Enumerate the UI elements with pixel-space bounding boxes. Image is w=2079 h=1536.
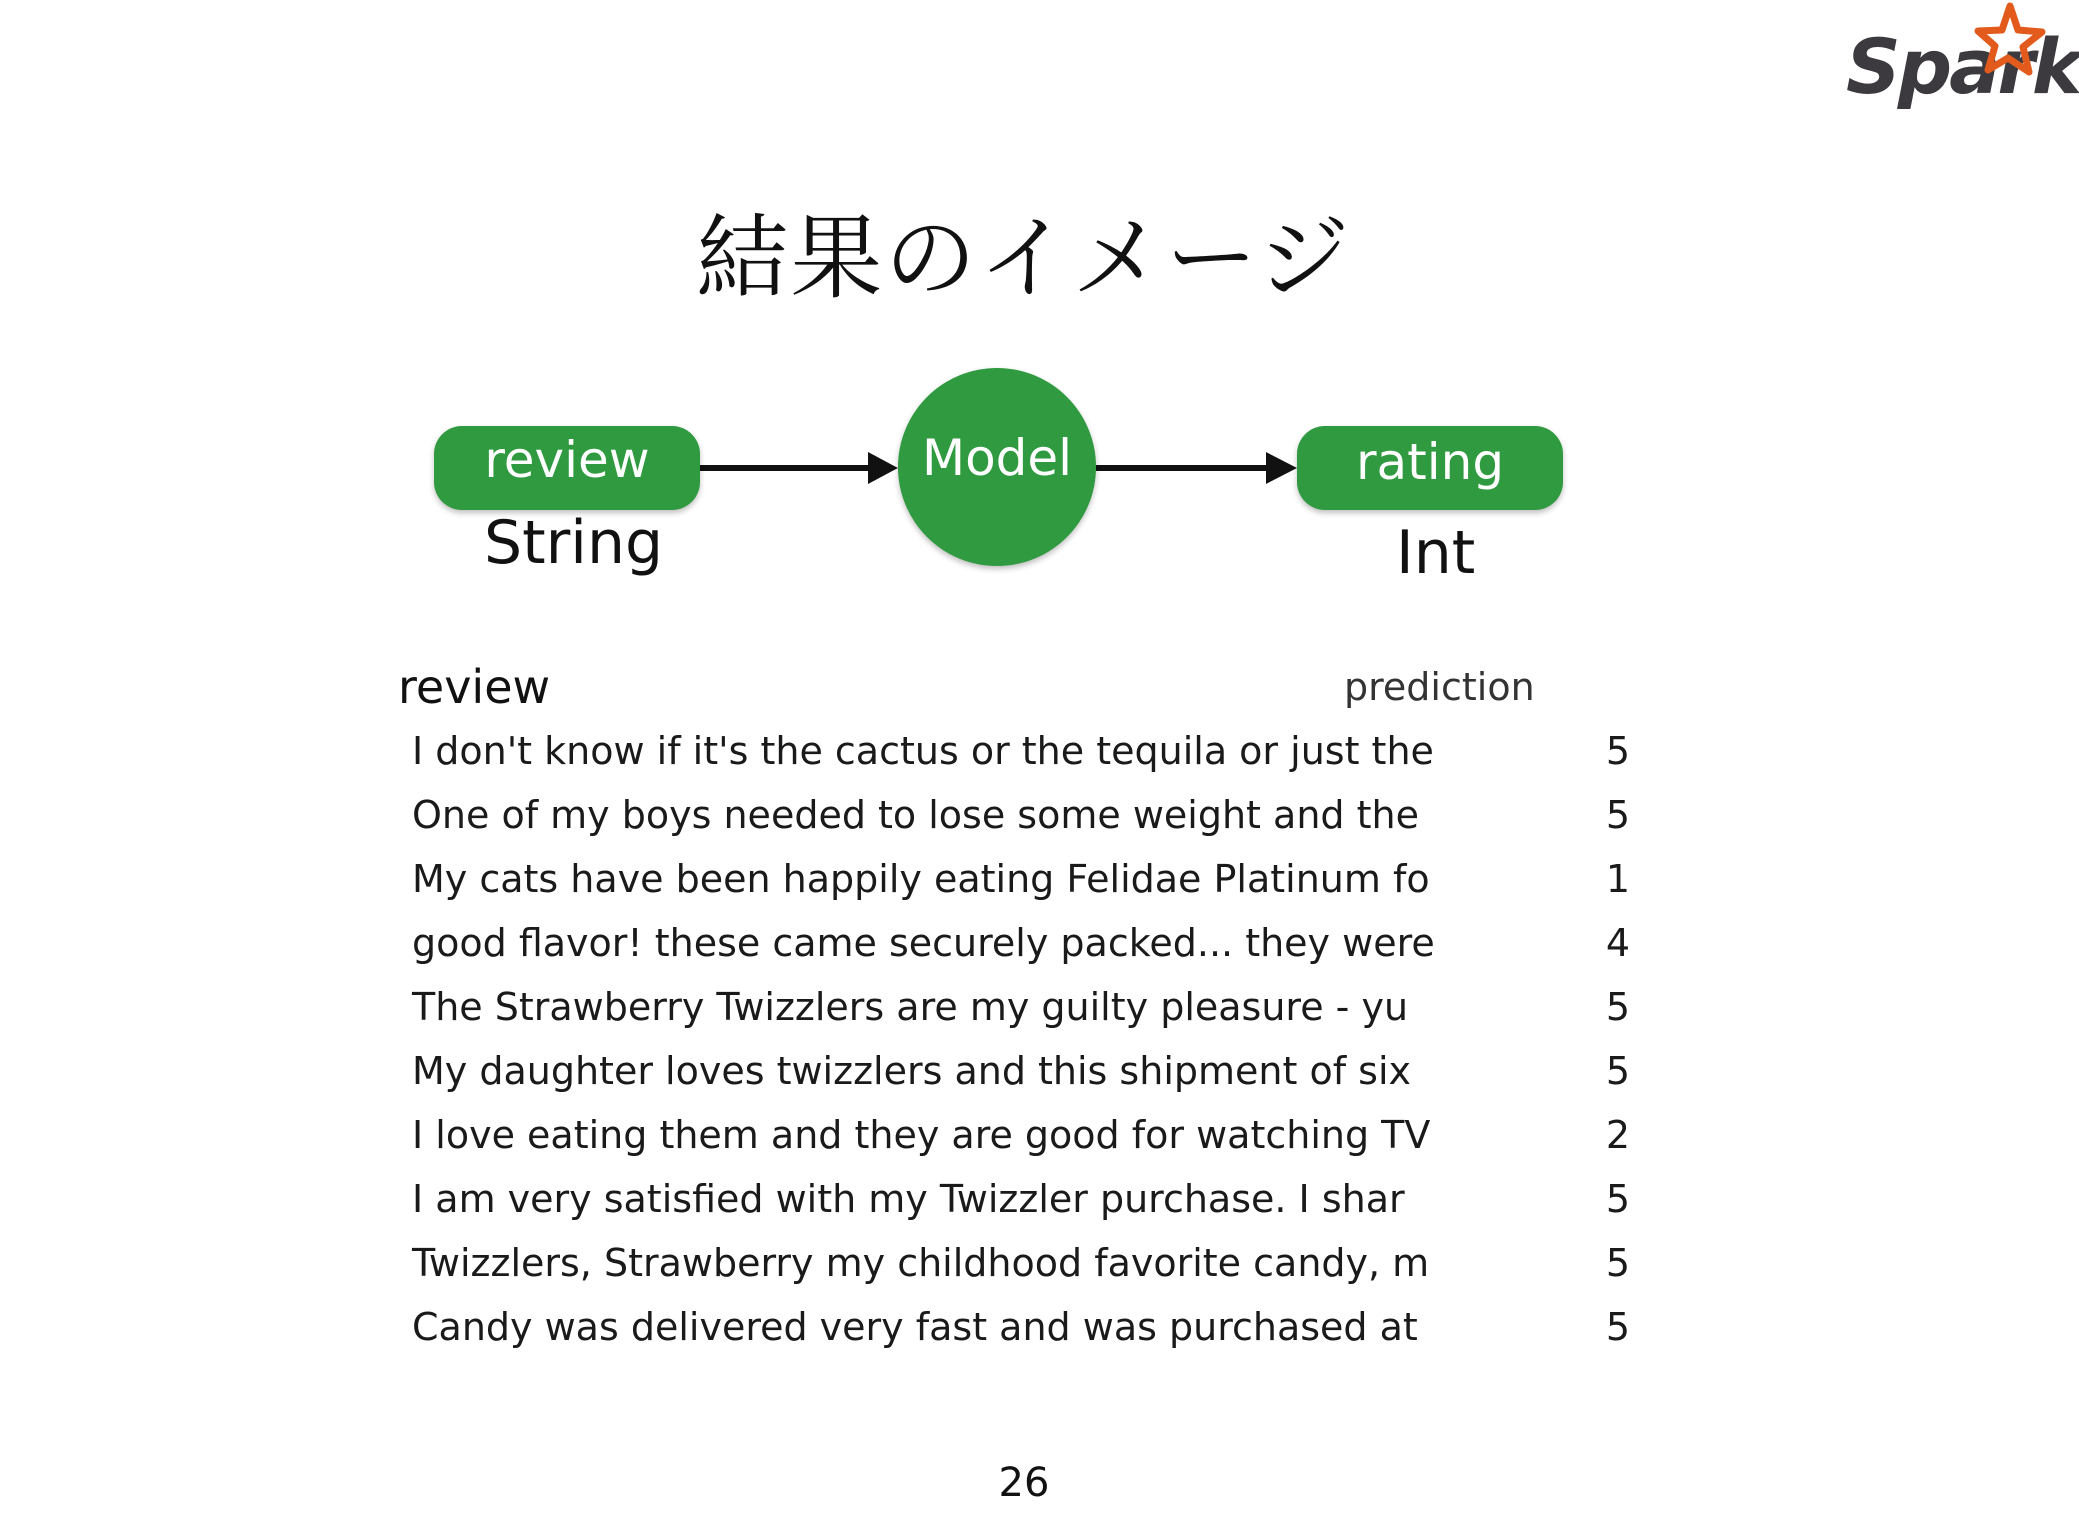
table-row [412,918,1652,982]
table-row [412,1110,1652,1174]
prediction-column-header: prediction [1344,665,1535,709]
table-row [412,790,1652,854]
review-node [434,426,700,510]
prediction-cell: 5 [1605,729,1630,773]
page-number: 26 [998,1460,1050,1506]
table-row [412,1302,1652,1366]
table-row [412,1238,1652,1302]
flow-arrows [0,0,2048,700]
table-row [412,854,1652,918]
review-column-header: review [398,660,551,714]
table-row [412,1046,1652,1110]
review-cell: Candy was delivered very fast and was purchased at [412,1305,1418,1349]
prediction-cell: 1 [1605,857,1630,901]
prediction-cell: 2 [1605,1113,1630,1157]
rating-node [1297,426,1563,510]
input-type-label: String [484,508,664,578]
table-row [412,982,1652,1046]
prediction-cell: 5 [1605,985,1630,1029]
review-cell: Twizzlers, Strawberry my childhood favorite candy, m [412,1241,1430,1285]
arrowhead-rating [1266,452,1297,484]
prediction-cell: 4 [1605,921,1630,965]
table-row [412,726,1652,790]
review-cell: I am very satisfied with my Twizzler purchase. I shar [412,1177,1405,1221]
output-type-label: Int [1396,518,1476,588]
prediction-cell: 5 [1605,1049,1630,1093]
review-cell: One of my boys needed to lose some weight and the [412,793,1419,837]
prediction-cell: 5 [1605,1305,1630,1349]
logo-text: Spark [1846,22,2079,111]
arrowhead-model [868,452,898,484]
review-cell: My cats have been happily eating Felidae Platinum fo [412,857,1430,901]
review-cell: I don't know if it's the cactus or the tequila or just the [412,729,1434,773]
slide-title: 結果のイメージ [696,205,1352,312]
results-table [412,726,1652,1366]
prediction-cell: 5 [1605,1177,1630,1221]
prediction-cell: 5 [1605,793,1630,837]
review-cell: good flavor! these came securely packed... they were [412,921,1435,965]
review-cell: The Strawberry Twizzlers are my guilty pleasure - yu [412,985,1409,1029]
prediction-cell: 5 [1605,1241,1630,1285]
rating-node-label: rating [1355,433,1505,491]
model-node [898,368,1096,566]
model-node-label: Model [921,429,1073,487]
review-node-label: review [484,431,650,489]
review-cell: I love eating them and they are good for watching TV [412,1113,1431,1157]
review-cell: My daughter loves twizzlers and this shipment of six [412,1049,1412,1093]
table-row [412,1174,1652,1238]
